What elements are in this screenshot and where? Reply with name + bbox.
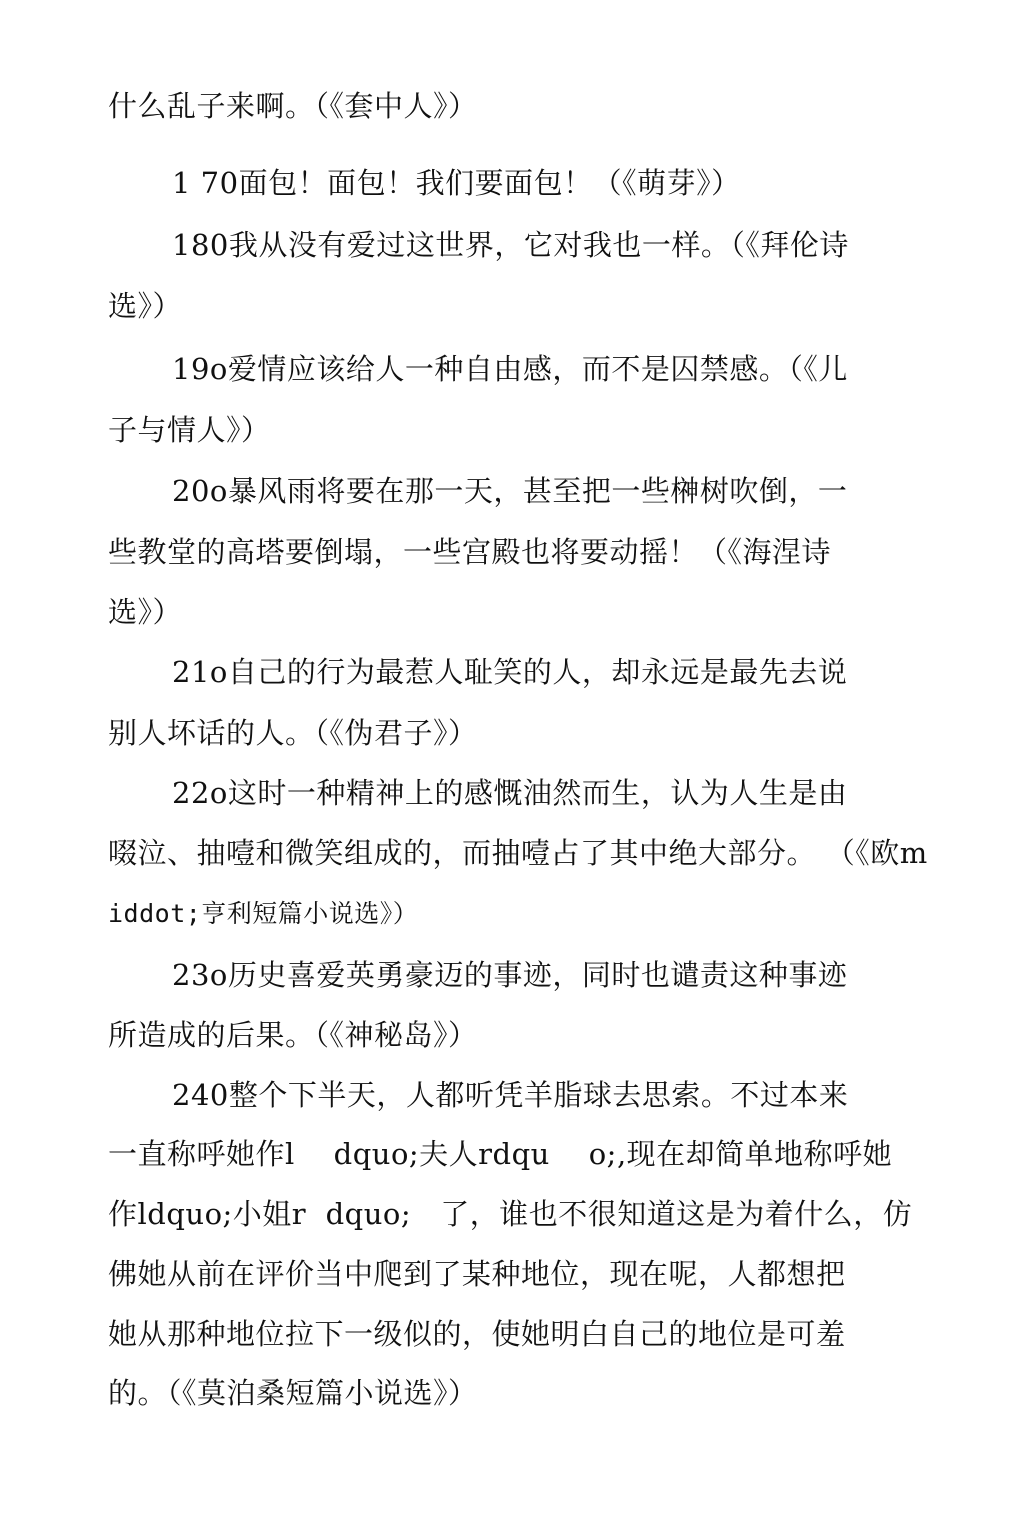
text-line: 的。（《莫泊桑短篇小说选》） (108, 1376, 478, 1410)
text-line: 子与情人》） (108, 413, 271, 447)
text-line: 她从那种地位拉下一级似的，使她明白自己的地位是可羞 (108, 1317, 846, 1351)
text-line: 一直称呼她作l dquo;夫人rdqu o;,现在却简单地称呼她 (108, 1137, 893, 1171)
text-line: 20o暴风雨将要在那一天，甚至把一些榊树吹倒，一 (172, 474, 848, 508)
text-line: 1 70面包！面包！我们要面包！（《萌芽》） (172, 166, 741, 200)
text-line: 些教堂的高塔要倒塌，一些宫殿也将要动摇！（《海涅诗 (108, 535, 832, 569)
text-line: 23o历史喜爱英勇豪迈的事迹，同时也谴责这种事迹 (172, 958, 848, 992)
text-line: 240整个下半天，人都听凭羊脂球去思索。不过本来 (172, 1078, 849, 1112)
text-line: 180我从没有爱过这世界，它对我也一样。（《拜伦诗 (172, 228, 849, 262)
text-line: 22o这时一种精神上的感慨油然而生，认为人生是由 (172, 776, 848, 810)
text-line: 别人坏话的人。（《伪君子》） (108, 716, 478, 750)
text-line: 选》） (108, 595, 183, 629)
text-line: 选》） (108, 289, 183, 323)
text-line: iddot;亨利短篇小说选》） (108, 899, 419, 928)
text-line: 作ldquo;小姐r dquo; 了，谁也不很知道这是为着什么，仿 (108, 1197, 913, 1231)
text-line: 19o爱情应该给人一种自由感，而不是囚禁感。（《儿 (172, 352, 848, 386)
text-line: 啜泣、抽噎和微笑组成的，而抽噎占了其中绝大部分。 （《欧m (108, 836, 928, 870)
text-line: 佛她从前在评价当中爬到了某种地位，现在呢，人都想把 (108, 1257, 846, 1291)
text-line: 21o自己的行为最惹人耻笑的人，却永远是最先去说 (172, 655, 848, 689)
text-line: 什么乱子来啊。（《套中人》） (108, 89, 478, 123)
text-line: 所造成的后果。（《神秘岛》） (108, 1018, 478, 1052)
